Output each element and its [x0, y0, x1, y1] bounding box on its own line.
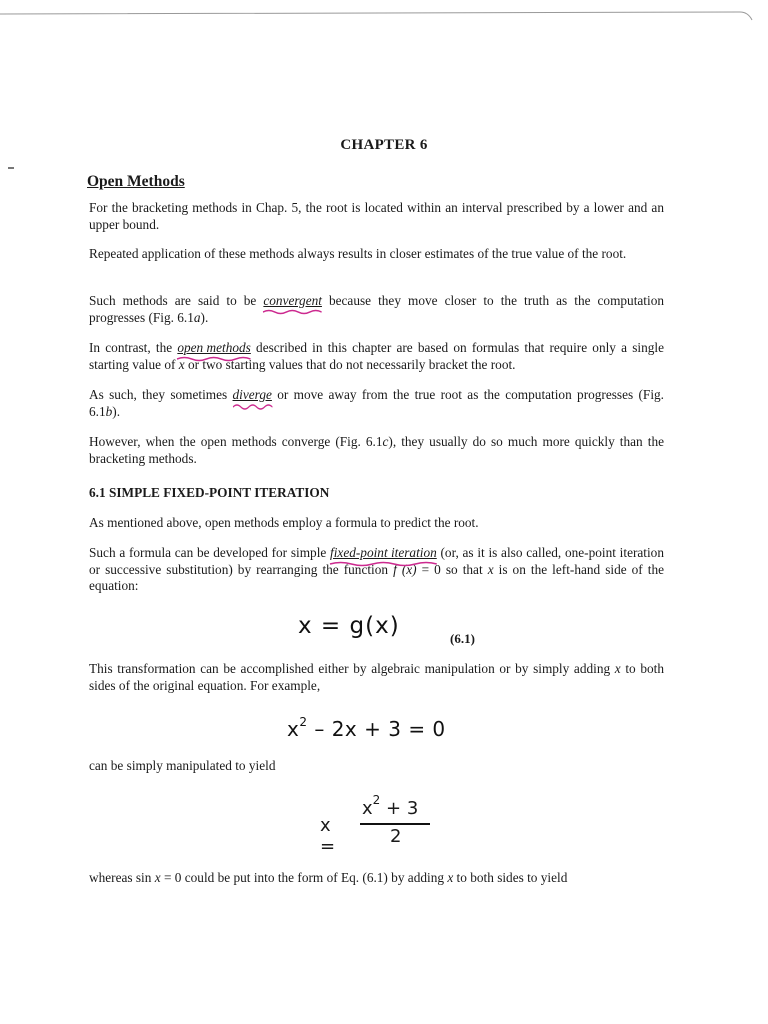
- term-diverge: diverge: [233, 387, 272, 404]
- page-edge-line: [0, 0, 768, 40]
- chapter-title: CHAPTER 6: [340, 137, 428, 153]
- term-fixed-point-iteration: fixed-point iteration: [330, 545, 437, 562]
- equation-quadratic: $x^2 - 2x + 3 = 0$: [287, 715, 446, 741]
- term-convergent: convergent: [263, 293, 322, 310]
- pen-underline: [177, 356, 251, 361]
- margin-mark: [8, 167, 14, 169]
- pen-underline: [330, 561, 437, 566]
- pen-underline: [263, 309, 322, 314]
- paragraph-7: As mentioned above, open methods employ a formula to predict the root.: [89, 515, 479, 530]
- paragraph-5: As such, they sometimes diverge or move away from the true root as the computation progresses (Fig. 6.1b).: [89, 387, 664, 419]
- paragraph-8: Such a formula can be developed for simple fixed-point iteration (or, as it is also called, one-point iteration or successive substitution) by rearranging the function f (x) = 0 so that x is on the left-hand side of the equation:: [89, 545, 665, 593]
- paragraph-1: For the bracketing methods in Chap. 5, the root is located within an interval prescribed by a lower and an upper bound.: [89, 200, 664, 232]
- section-heading-fixed-point: 6.1 SIMPLE FIXED-POINT ITERATION: [89, 485, 330, 500]
- paragraph-2: Repeated application of these methods always results in closer estimates of the true value of the root.: [89, 246, 627, 261]
- paragraph-11: whereas sin x = 0 could be put into the form of Eq. (6.1) by adding x to both sides to yield: [89, 870, 568, 885]
- fraction-numerator: $x^2 + 3$: [362, 793, 419, 819]
- paragraph-3: Such methods are said to be convergent because they move closer to the truth as the computation progresses (Fig. 6.1a).: [89, 293, 664, 325]
- section-heading-open-methods: Open Methods: [87, 173, 185, 190]
- paragraph-4: In contrast, the open methods described in this chapter are based on formulas that require only a single starting value of x or two starting values that do not necessarily bracket the root.: [89, 340, 664, 372]
- pen-underline: [233, 403, 272, 408]
- fraction-bar: [360, 823, 430, 825]
- fraction-denominator: 2: [390, 826, 402, 847]
- equation-lhs: x =: [320, 815, 336, 857]
- paragraph-10: can be simply manipulated to yield: [89, 758, 276, 773]
- paragraph-6: However, when the open methods converge (Fig. 6.1c), they usually do so much more quickly than the bracketing methods.: [89, 434, 664, 466]
- paragraph-9: This transformation can be accomplished either by algebraic manipulation or by simply adding x to both sides of the original equation. For example,: [89, 661, 664, 693]
- equation-6-1: x = g(x): [298, 613, 400, 639]
- term-open-methods: open methods: [177, 340, 251, 357]
- equation-number: (6.1): [450, 631, 475, 646]
